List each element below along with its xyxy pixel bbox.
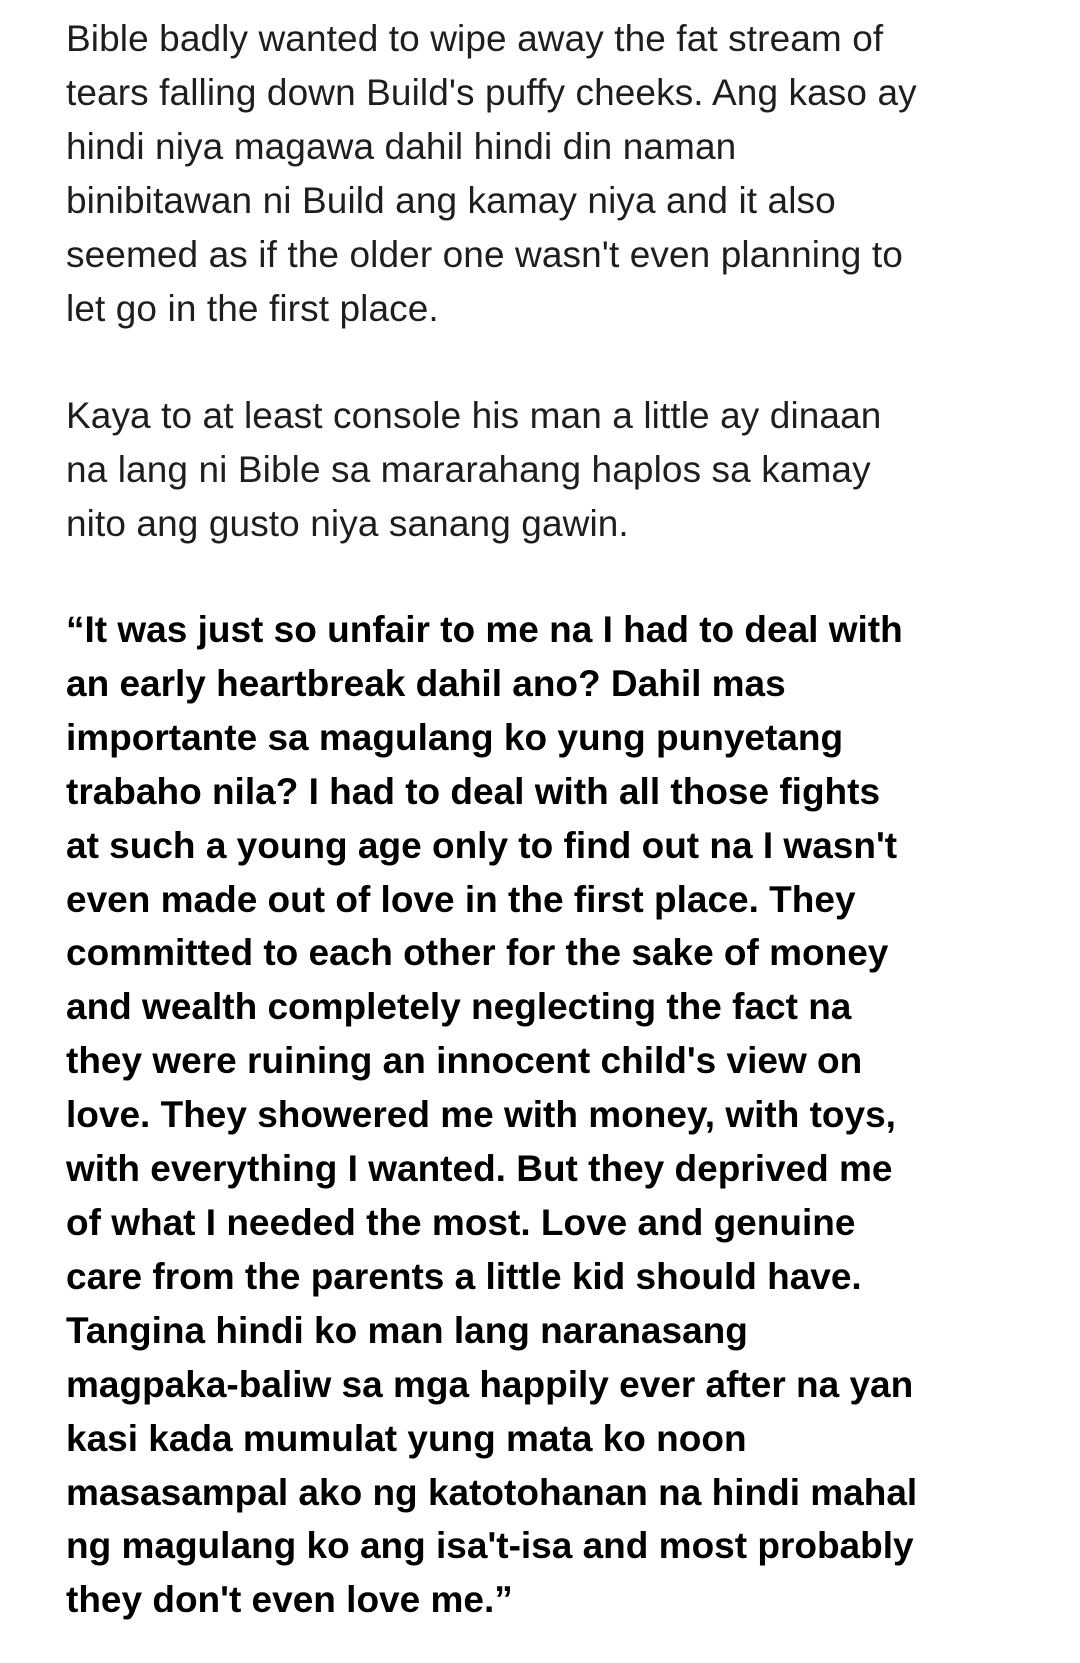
- text-line: they were ruining an innocent child's view on: [66, 1040, 863, 1082]
- text-line: seemed as if the older one wasn't even planning to: [66, 234, 903, 275]
- text-line: love. They showered me with money, with toys,: [66, 1094, 896, 1136]
- text-line: at such a young age only to find out na I wasn't: [66, 824, 898, 866]
- text-line: Kaya to at least console his man a little ay dinaan: [66, 395, 882, 436]
- text-line: magpaka-baliw sa mga happily ever after na yan: [66, 1363, 914, 1405]
- text-line: let go in the first place.: [66, 288, 439, 329]
- paragraph-narration-2: [66, 389, 1026, 551]
- text-line: ng magulang ko ang isa't-isa and most probably: [66, 1525, 914, 1567]
- text-line: even made out of love in the first place. They: [66, 878, 856, 920]
- text-line: tears falling down Build's puffy cheeks. Ang kaso ay: [66, 72, 917, 113]
- text-line: Bible badly wanted to wipe away the fat stream of: [66, 18, 884, 59]
- text-line: with everything I wanted. But they deprived me: [66, 1148, 893, 1190]
- text-line: they don't even love me.”: [66, 1579, 513, 1621]
- text-line: committed to each other for the sake of money: [66, 932, 889, 974]
- text-line: care from the parents a little kid should have.: [66, 1255, 862, 1297]
- text-line: binibitawan ni Build ang kamay niya and it also: [66, 180, 836, 221]
- text-line: and wealth completely neglecting the fact na: [66, 986, 852, 1028]
- text-line: hindi niya magawa dahil hindi din naman: [66, 126, 737, 167]
- text-line: an early heartbreak dahil ano? Dahil mas: [66, 662, 786, 704]
- text-line: kasi kada mumulat yung mata ko noon: [66, 1417, 747, 1459]
- paragraph-narration-1: [66, 12, 1026, 336]
- text-line: nito ang gusto niya sanang gawin.: [66, 503, 629, 544]
- text-line: of what I needed the most. Love and genuine: [66, 1201, 856, 1243]
- paragraph-dialogue-quote: [66, 603, 1026, 1627]
- text-line: importante sa magulang ko yung punyetang: [66, 716, 844, 758]
- text-line: Tangina hindi ko man lang naranasang: [66, 1309, 748, 1351]
- text-line: “It was just so unfair to me na I had to deal with: [66, 609, 903, 650]
- text-line: na lang ni Bible sa mararahang haplos sa kamay: [66, 449, 871, 490]
- text-line: masasampal ako ng katotohanan na hindi mahal: [66, 1471, 918, 1513]
- text-line: trabaho nila? I had to deal with all those fights: [66, 770, 881, 812]
